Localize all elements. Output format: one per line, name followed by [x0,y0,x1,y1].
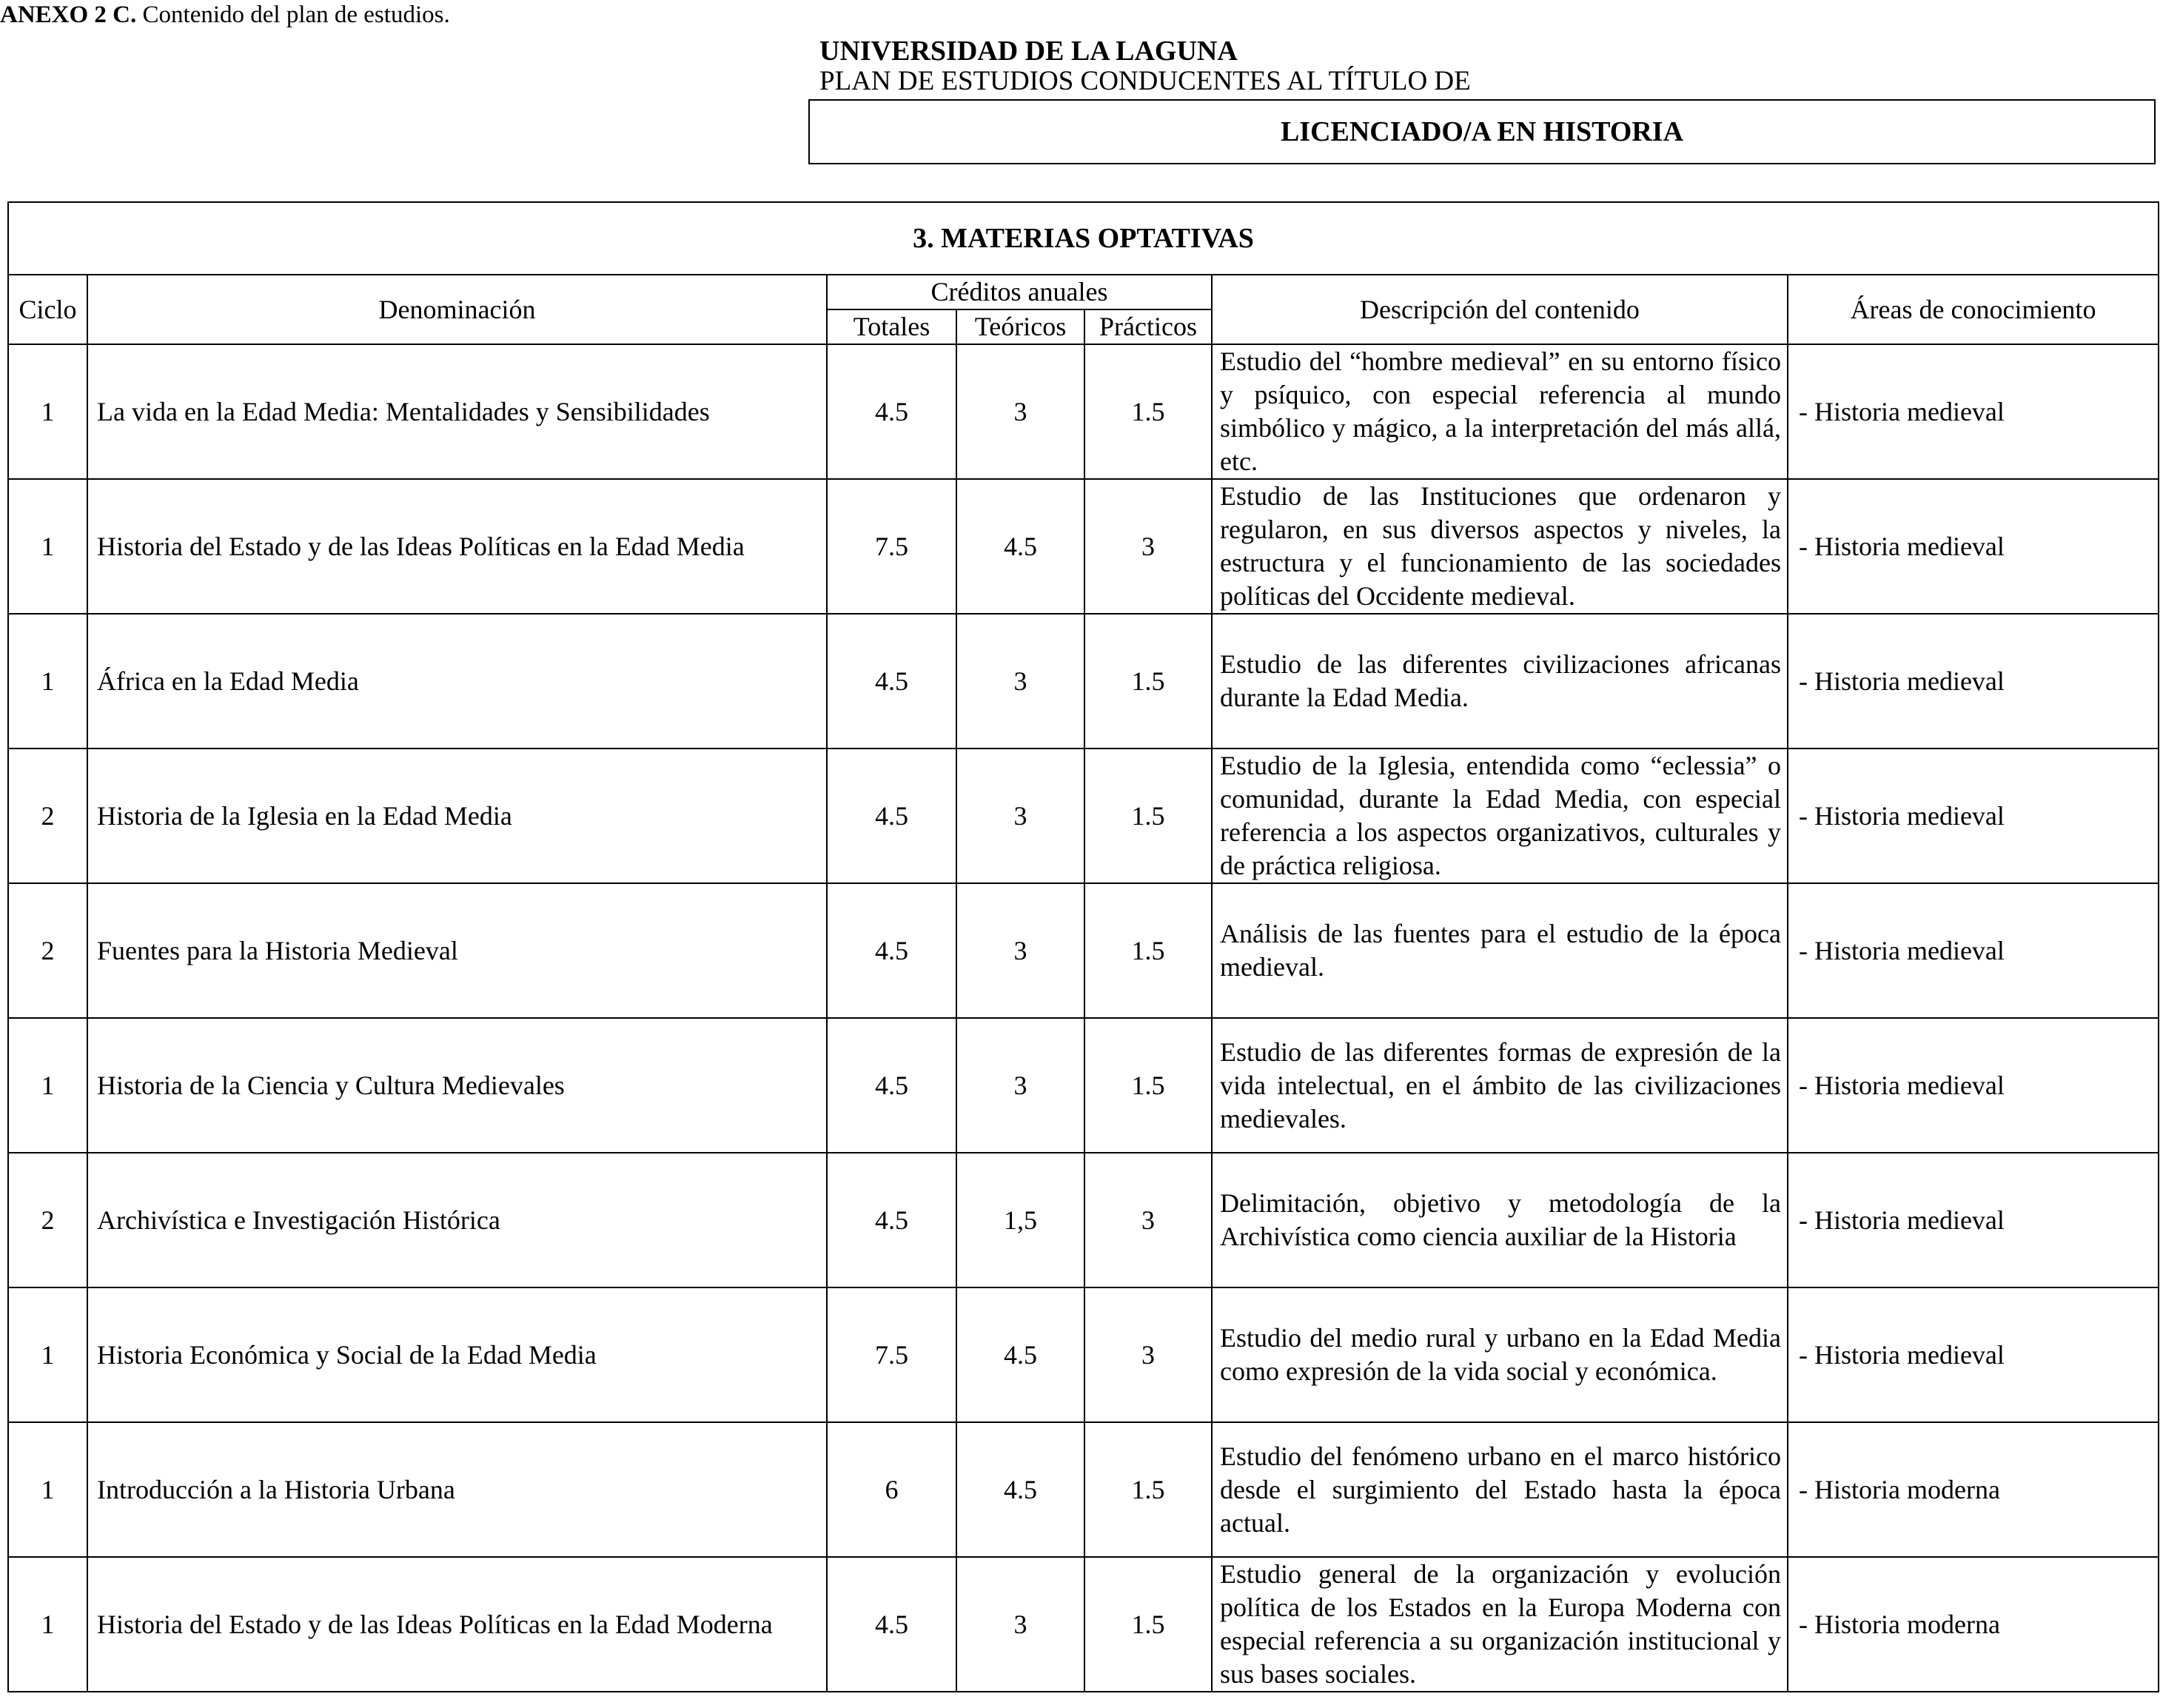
cell-teoricos: 3 [956,614,1084,748]
cell-practicos: 1.5 [1084,614,1212,748]
cell-area: - Historia moderna [1788,1422,2159,1557]
header-creditos: Créditos anuales [827,275,1212,309]
cell-denominacion: Historia del Estado y de las Ideas Políticas en la Edad Media [87,479,827,614]
cell-denominacion: Historia Económica y Social de la Edad Media [87,1287,827,1422]
cell-practicos: 1.5 [1084,748,1212,883]
cell-ciclo: 2 [8,883,87,1018]
cell-totales: 4.5 [827,1557,956,1692]
cell-totales: 4.5 [827,883,956,1018]
cell-area: - Historia medieval [1788,479,2159,614]
cell-totales: 4.5 [827,1153,956,1287]
annex-label: ANEXO 2 C. [0,1,137,28]
cell-descripcion: Estudio general de la organización y evolución política de los Estados en la Europa Moderna con especial referencia a su organización institucional y sus bases sociales. [1212,1557,1788,1692]
cell-totales: 7.5 [827,1287,956,1422]
optional-subjects-table [7,201,2159,1692]
university-name: UNIVERSIDAD DE LA LAGUNA [819,36,1238,67]
cell-totales: 4.5 [827,748,956,883]
cell-denominacion: La vida en la Edad Media: Mentalidades y Sensibilidades [87,344,827,479]
cell-practicos: 1.5 [1084,1018,1212,1153]
cell-denominacion: Historia del Estado y de las Ideas Políticas en la Edad Moderna [87,1557,827,1692]
table-row [8,1287,2159,1422]
table-row [8,614,2159,748]
cell-area: - Historia medieval [1788,748,2159,883]
cell-ciclo: 1 [8,1557,87,1692]
cell-teoricos: 4.5 [956,1287,1084,1422]
cell-ciclo: 2 [8,1153,87,1287]
cell-teoricos: 4.5 [956,1422,1084,1557]
table-row [8,1153,2159,1287]
table-row [8,479,2159,614]
cell-ciclo: 1 [8,614,87,748]
cell-totales: 4.5 [827,614,956,748]
cell-denominacion: Historia de la Iglesia en la Edad Media [87,748,827,883]
cell-ciclo: 1 [8,1018,87,1153]
cell-area: - Historia medieval [1788,1018,2159,1153]
plan-line: PLAN DE ESTUDIOS CONDUCENTES AL TÍTULO DE [819,66,1471,96]
table-row [8,1557,2159,1692]
table-row [8,883,2159,1018]
cell-denominacion: África en la Edad Media [87,614,827,748]
cell-practicos: 3 [1084,479,1212,614]
cell-descripcion: Estudio del “hombre medieval” en su entorno físico y psíquico, con especial referencia al mundo simbólico y mágico, a la interpretación del más allá, etc. [1212,344,1788,479]
cell-ciclo: 2 [8,748,87,883]
cell-ciclo: 1 [8,344,87,479]
cell-area: - Historia medieval [1788,344,2159,479]
header-areas: Áreas de conocimiento [1788,275,2159,344]
cell-descripcion: Análisis de las fuentes para el estudio de la época medieval. [1212,883,1788,1018]
cell-area: - Historia medieval [1788,614,2159,748]
cell-practicos: 1.5 [1084,1422,1212,1557]
cell-teoricos: 3 [956,1557,1084,1692]
cell-descripcion: Delimitación, objetivo y metodología de la Archivística como ciencia auxiliar de la Historia [1212,1153,1788,1287]
cell-practicos: 1.5 [1084,883,1212,1018]
cell-totales: 4.5 [827,1018,956,1153]
cell-teoricos: 3 [956,883,1084,1018]
annex-text: Contenido del plan de estudios. [142,1,450,28]
cell-teoricos: 3 [956,1018,1084,1153]
header-totales: Totales [827,309,956,344]
table-row [8,748,2159,883]
cell-descripcion: Estudio de la Iglesia, entendida como “eclessia” o comunidad, durante la Edad Media, con especial referencia a los aspectos organizativos, culturales y de práctica religiosa. [1212,748,1788,883]
cell-area: - Historia medieval [1788,1153,2159,1287]
cell-practicos: 3 [1084,1153,1212,1287]
cell-ciclo: 1 [8,1287,87,1422]
cell-totales: 6 [827,1422,956,1557]
cell-ciclo: 1 [8,479,87,614]
cell-teoricos: 3 [956,748,1084,883]
header-practicos: Prácticos [1084,309,1212,344]
cell-descripcion: Estudio de las diferentes formas de expresión de la vida intelectual, en el ámbito de las civilizaciones medievales. [1212,1018,1788,1153]
degree-title-box [808,99,2156,164]
cell-totales: 4.5 [827,344,956,479]
cell-descripcion: Estudio del fenómeno urbano en el marco histórico desde el surgimiento del Estado hasta la época actual. [1212,1422,1788,1557]
table-row [8,1018,2159,1153]
cell-area: - Historia moderna [1788,1557,2159,1692]
cell-practicos: 1.5 [1084,1557,1212,1692]
cell-area: - Historia medieval [1788,1287,2159,1422]
annex-heading [0,0,450,30]
cell-denominacion: Fuentes para la Historia Medieval [87,883,827,1018]
cell-teoricos: 4.5 [956,479,1084,614]
cell-totales: 7.5 [827,479,956,614]
cell-practicos: 3 [1084,1287,1212,1422]
cell-descripcion: Estudio de las diferentes civilizaciones africanas durante la Edad Media. [1212,614,1788,748]
cell-teoricos: 1,5 [956,1153,1084,1287]
table-row [8,344,2159,479]
cell-denominacion: Archivística e Investigación Histórica [87,1153,827,1287]
header-teoricos: Teóricos [956,309,1084,344]
section-title: 3. MATERIAS OPTATIVAS [8,202,2159,275]
cell-denominacion: Introducción a la Historia Urbana [87,1422,827,1557]
table-row [8,1422,2159,1557]
header-descripcion: Descripción del contenido [1212,275,1788,344]
cell-area: - Historia medieval [1788,883,2159,1018]
cell-practicos: 1.5 [1084,344,1212,479]
cell-ciclo: 1 [8,1422,87,1557]
cell-denominacion: Historia de la Ciencia y Cultura Medievales [87,1018,827,1153]
header-denominacion: Denominación [87,275,827,344]
header-ciclo: Ciclo [8,275,87,344]
cell-descripcion: Estudio del medio rural y urbano en la Edad Media como expresión de la vida social y económica. [1212,1287,1788,1422]
cell-teoricos: 3 [956,344,1084,479]
cell-descripcion: Estudio de las Instituciones que ordenaron y regularon, en sus diversos aspectos y niveles, la estructura y el funcionamiento de las sociedades políticas del Occidente medieval. [1212,479,1788,614]
degree-title: LICENCIADO/A EN HISTORIA [1280,116,1684,147]
